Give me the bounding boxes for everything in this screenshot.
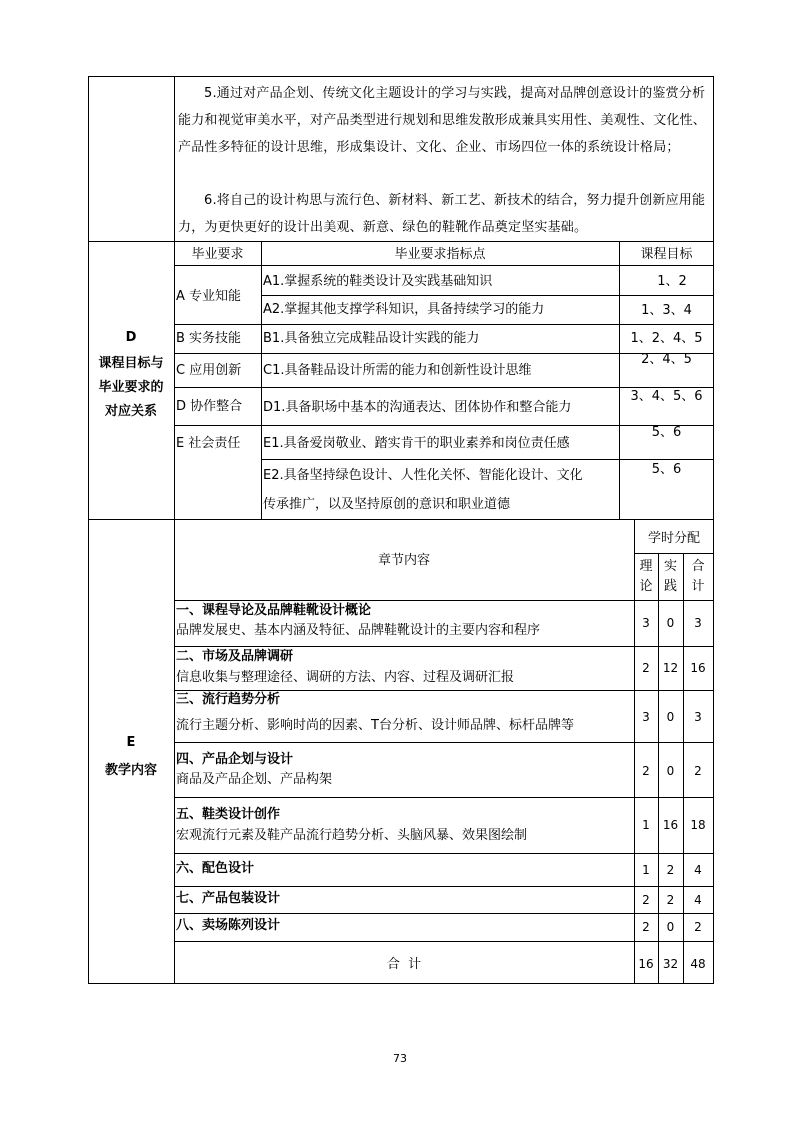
goal-a2: 1、3、4: [641, 303, 692, 318]
chapter-2-title: 二、市场及品牌调研: [176, 649, 294, 664]
indicator-e2-line-2: 传承推广，以及坚持原创的意识和职业道德: [263, 497, 511, 512]
chapter-3-title: 三、流行趋势分析: [176, 692, 281, 707]
chapter-8-practice: 0: [666, 920, 675, 934]
chapter-6-title: 六、配色设计: [176, 861, 255, 876]
requirement-b: B 实务技能: [176, 331, 242, 346]
sum-total: 48: [690, 957, 706, 971]
goal-b1: 1、2、4、5: [630, 331, 703, 346]
requirement-e: E 社会责任: [176, 436, 241, 451]
goal-e2: 5、6: [651, 462, 682, 477]
chapter-4-total: 2: [694, 764, 702, 778]
chapter-1-title: 一、课程导论及品牌鞋靴设计概论: [176, 603, 372, 618]
chapter-5-content: 宏观流行元素及鞋产品流行趋势分析、头脑风暴、效果图绘制: [176, 828, 528, 843]
chapter-5-total: 18: [690, 818, 706, 832]
sum-theory: 16: [638, 957, 654, 971]
chapter-2-content: 信息收集与整理途径、调研的方法、内容、过程及调研汇报: [176, 670, 515, 685]
requirement-c: C 应用创新: [176, 363, 242, 378]
chapter-7-title: 七、产品包装设计: [176, 891, 281, 906]
requirement-d: D 协作整合: [176, 399, 243, 414]
section-d-label-line-2: 毕业要求的: [98, 380, 164, 395]
sum-label: 合 计: [386, 957, 422, 972]
header-theory-2: 论: [639, 579, 653, 594]
chapter-1-theory: 3: [642, 616, 650, 630]
section-e-label: 教学内容: [104, 763, 157, 778]
chapter-8-total: 2: [694, 920, 702, 934]
chapter-7-theory: 2: [642, 893, 650, 907]
header-total-2: 计: [691, 579, 705, 594]
chapter-6-theory: 1: [642, 863, 650, 877]
chapter-4-practice: 0: [666, 764, 675, 778]
chapter-1-total: 3: [694, 616, 702, 630]
chapter-6-practice: 2: [666, 863, 675, 877]
header-graduation-requirement: 毕业要求: [191, 247, 244, 262]
chapter-2-theory: 2: [642, 661, 650, 675]
indicator-d1: D1.具备职场中基本的沟通表达、团体协作和整合能力: [263, 400, 572, 415]
chapter-7-practice: 2: [666, 893, 675, 907]
section-e-letter: E: [126, 735, 136, 750]
chapter-2-total: 16: [690, 661, 706, 675]
header-chapter-content: 章节内容: [377, 553, 430, 568]
chapter-1-content: 品牌发展史、基本内涵及特征、品牌鞋靴设计的主要内容和程序: [176, 623, 541, 638]
chapter-4-theory: 2: [642, 764, 650, 778]
chapter-2-practice: 12: [662, 661, 679, 675]
section-d-label-line-1: 课程目标与: [98, 356, 164, 371]
chapter-3-total: 3: [694, 710, 702, 724]
header-course-goal: 课程目标: [640, 247, 693, 262]
chapter-7-total: 4: [694, 893, 702, 907]
indicator-e2-line-1: E2.具备坚持绿色设计、人性化关怀、智能化设计、文化: [263, 468, 583, 483]
chapter-3-theory: 3: [642, 710, 650, 724]
chapter-5-theory: 1: [642, 818, 650, 832]
goal-a1: 1、2: [657, 274, 687, 289]
chapter-4-content: 商品及产品企划、产品构架: [176, 772, 333, 787]
chapter-3-practice: 0: [666, 710, 675, 724]
indicator-c1: C1.具备鞋品设计所需的能力和创新性设计思维: [263, 363, 532, 378]
indicator-a2: A2.掌握其他支撑学科知识，具备持续学习的能力: [263, 302, 545, 317]
section-d-label-line-3: 对应关系: [104, 404, 157, 419]
indicator-a1: A1.掌握系统的鞋类设计及实践基础知识: [263, 274, 493, 289]
chapter-8-theory: 2: [642, 920, 650, 934]
header-practice-2: 践: [663, 579, 677, 594]
requirement-a: A 专业知能: [176, 289, 242, 304]
goal-c1: 2、4、5: [641, 352, 692, 367]
page-number: 73: [393, 1052, 407, 1065]
header-hours: 学时分配: [647, 531, 700, 546]
header-total-1: 合: [691, 559, 705, 574]
chapter-4-title: 四、产品企划与设计: [176, 752, 294, 767]
chapter-8-title: 八、卖场陈列设计: [176, 918, 281, 933]
intro-paragraph-5: 5.通过对产品企划、传统文化主题设计的学习与实践，提高对品牌创意设计的鉴赏分析能力和视觉审美水平，对产品类型进行规划和思维发散形成兼具实用性、美观性、文化性、产品性多特征的设计思维，形成集设计、文化、企业、市场四位一体的系统设计格局；: [178, 86, 707, 155]
chapter-5-title: 五、鞋类设计创作: [176, 807, 281, 822]
sum-practice: 32: [662, 957, 679, 971]
chapter-3-content: 流行主题分析、影响时尚的因素、T台分析、设计师品牌、标杆品牌等: [176, 718, 574, 733]
header-theory-1: 理: [639, 559, 653, 574]
indicator-e1: E1.具备爱岗敬业、踏实肯干的职业素养和岗位责任感: [263, 436, 570, 451]
goal-e1: 5、6: [651, 425, 682, 440]
indicator-b1: B1.具备独立完成鞋品设计实践的能力: [263, 331, 480, 346]
section-d-letter: D: [125, 330, 137, 345]
goal-d1: 3、4、5、6: [630, 389, 703, 404]
chapter-1-practice: 0: [666, 616, 675, 630]
header-indicator: 毕业要求指标点: [394, 247, 486, 262]
chapter-6-total: 4: [694, 863, 702, 877]
chapter-5-practice: 16: [662, 818, 679, 832]
intro-paragraph-6: 6.将自己的设计构思与流行色、新材料、新工艺、新技术的结合，努力提升创新应用能力，为更快更好的设计出美观、新意、绿色的鞋靴作品奠定坚实基础。: [178, 193, 706, 235]
header-practice-1: 实: [663, 559, 677, 574]
